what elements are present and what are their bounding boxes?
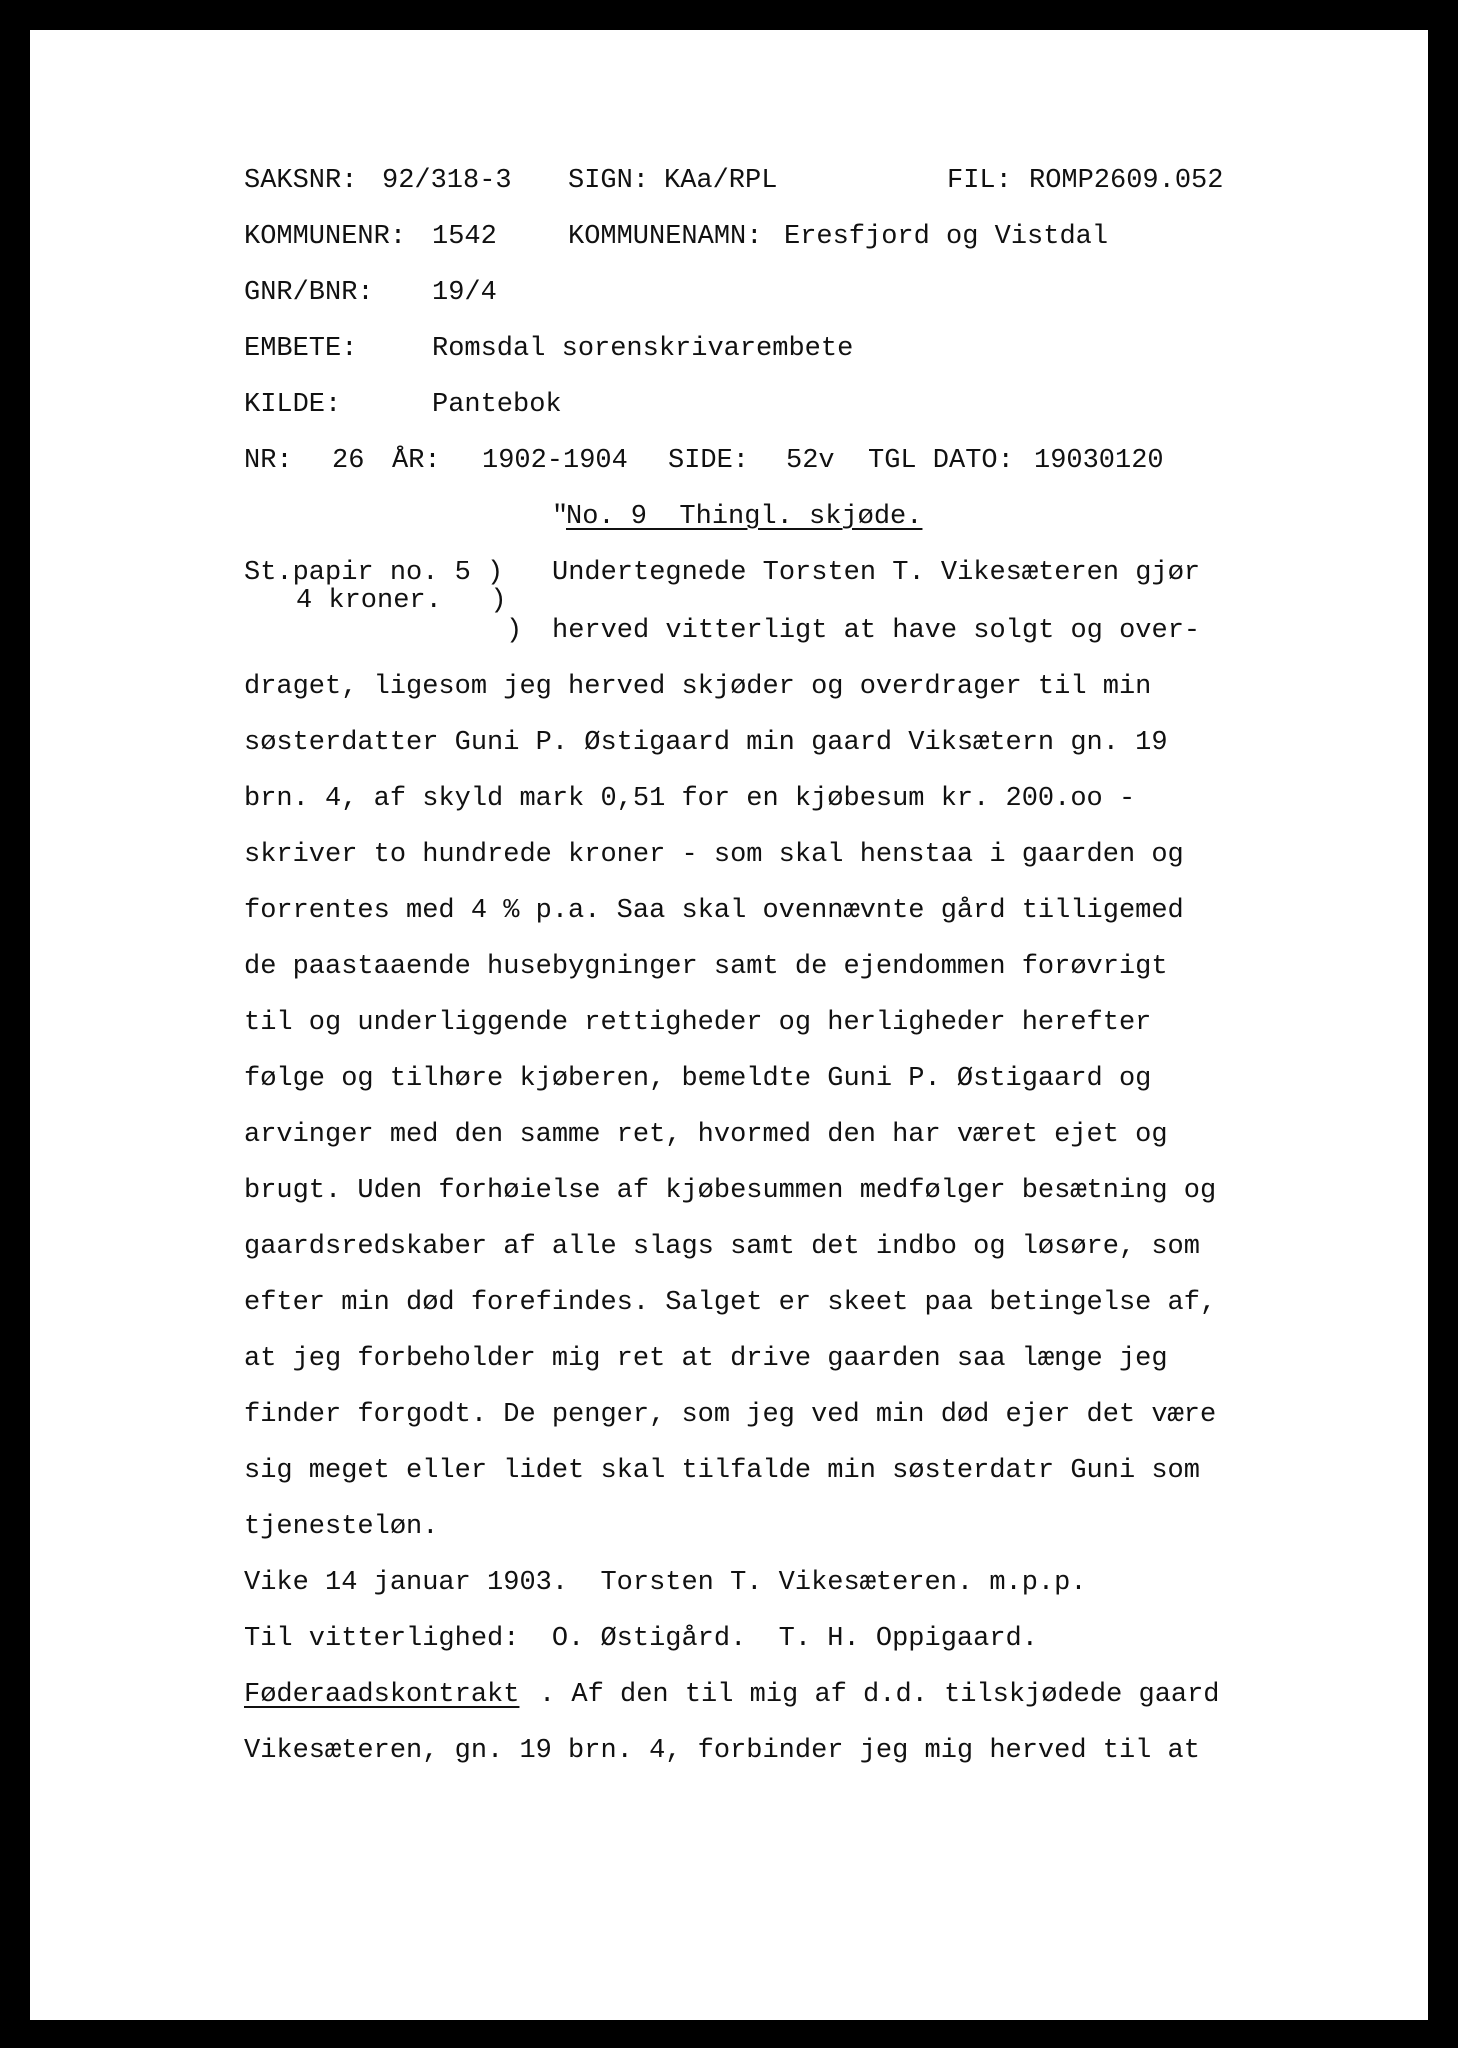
body-line: skriver to hundrede kroner - som skal henstaa i gaarden og	[244, 840, 1184, 870]
nr-value: 26	[332, 446, 365, 476]
contract-text: . Af den til mig af d.d. tilskjødede gaard	[539, 1680, 1220, 1710]
body-line: sig meget eller lidet skal tilfalde min søsterdatr Guni som	[244, 1456, 1200, 1486]
body-line: at jeg forbeholder mig ret at drive gaarden saa længe jeg	[244, 1344, 1168, 1374]
side-value: 52v	[786, 446, 835, 476]
kilde-value: Pantebok	[432, 390, 562, 420]
body-line: søsterdatter Guni P. Østigaard min gaard Viksætern gn. 19	[244, 728, 1168, 758]
margin-note-bracket: )	[506, 616, 523, 646]
body-line: de paastaaende husebygninger samt de ejendommen forøvrigt	[244, 952, 1168, 982]
tgl-dato-label: TGL DATO:	[868, 446, 1014, 476]
kommunenr-label: KOMMUNENR:	[244, 222, 407, 252]
body-line: arvinger med den samme ret, hvormed den har været ejet og	[244, 1120, 1168, 1150]
body-line: tjenesteløn.	[244, 1512, 439, 1542]
margin-note-stamp-paper: St.papir no. 5 )	[244, 558, 504, 588]
body-line: finder forgodt. De penger, som jeg ved min død ejer det være	[244, 1400, 1217, 1430]
kommunenamn-value: Eresfjord og Vistdal	[784, 222, 1109, 252]
ar-value: 1902-1904	[482, 446, 628, 476]
embete-label: EMBETE:	[244, 334, 358, 364]
body-line: til og underliggende rettigheder og herligheder herefter	[244, 1008, 1152, 1038]
document-page	[30, 30, 1428, 2020]
document-title: No. 9 Thingl. skjøde.	[566, 502, 923, 532]
fil-value: ROMP2609.052	[1029, 166, 1224, 196]
sign-value: KAa/RPL	[664, 166, 778, 196]
nr-label: NR:	[244, 446, 293, 476]
gnr-label: GNR/BNR:	[244, 278, 374, 308]
side-label: SIDE:	[668, 446, 750, 476]
body-line: brugt. Uden forhøielse af kjøbesummen medfølger besætning og	[244, 1176, 1217, 1206]
body-line: efter min død forefindes. Salget er skeet paa betingelse af,	[244, 1288, 1217, 1318]
body-line: gaardsredskaber af alle slags samt det indbo og løsøre, som	[244, 1232, 1200, 1262]
gnr-value: 19/4	[432, 278, 497, 308]
body-line: herved vitterligt at have solgt og over-	[552, 616, 1201, 646]
body-line: draget, ligesom jeg herved skjøder og overdrager til min	[244, 672, 1152, 702]
kommunenr-value: 1542	[432, 222, 497, 252]
body-line-last: Vikesæteren, gn. 19 brn. 4, forbinder jeg mig herved til at	[244, 1736, 1200, 1766]
ar-label: ÅR:	[392, 446, 441, 476]
signature-line: Vike 14 januar 1903. Torsten T. Vikesæteren. m.p.p.	[244, 1568, 1087, 1598]
witness-line: Til vitterlighed: O. Østigård. T. H. Oppigaard.	[244, 1624, 1038, 1654]
title-quote-mark: "	[552, 502, 569, 532]
saksnr-value: 92/318-3	[382, 166, 512, 196]
body-line: følge og tilhøre kjøberen, bemeldte Guni P. Østigaard og	[244, 1064, 1152, 1094]
body-line: forrentes med 4 % p.a. Saa skal ovennævnte gård tilligemed	[244, 896, 1184, 926]
embete-value: Romsdal sorenskrivarembete	[432, 334, 854, 364]
kilde-label: KILDE:	[244, 390, 342, 420]
contract-title: Føderaadskontrakt	[244, 1680, 520, 1710]
tgl-dato-value: 19030120	[1034, 446, 1164, 476]
body-line: Undertegnede Torsten T. Vikesæteren gjør	[552, 558, 1201, 588]
saksnr-label: SAKSNR:	[244, 166, 358, 196]
sign-label: SIGN:	[568, 166, 650, 196]
kommunenamn-label: KOMMUNENAMN:	[568, 222, 763, 252]
body-line: brn. 4, af skyld mark 0,51 for en kjøbesum kr. 200.oo -	[244, 784, 1136, 814]
margin-note-fee: 4 kroner. )	[296, 586, 507, 616]
fil-label: FIL:	[947, 166, 1012, 196]
